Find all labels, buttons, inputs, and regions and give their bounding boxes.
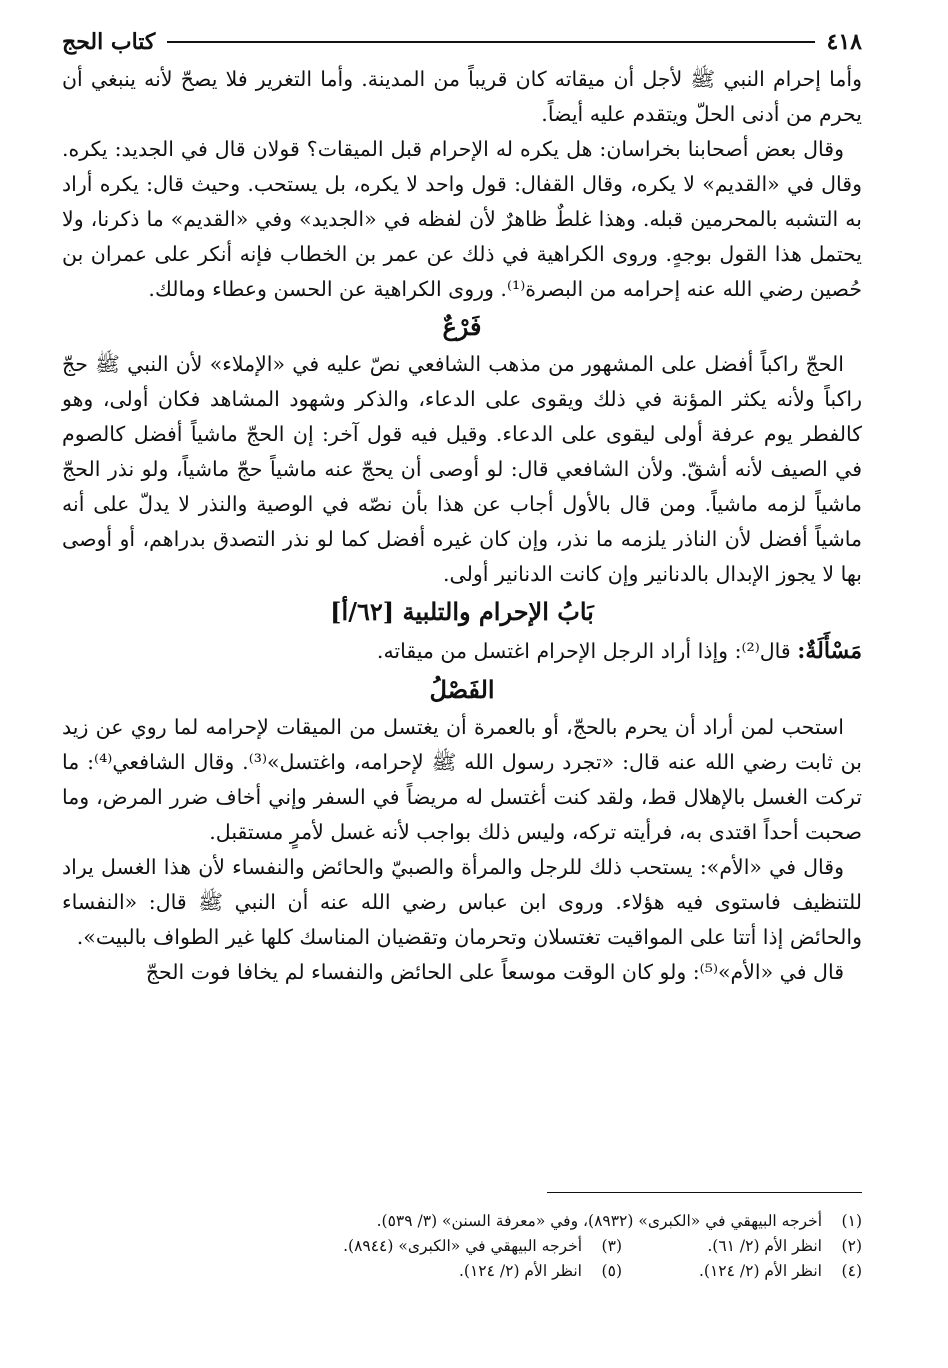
footnote-text: أخرجه البيهقي في «الكبرى» (٨٩٣٢)، وفي «معرفة السنن» (٣/ ٥٣٩). <box>376 1212 822 1230</box>
paragraph-5: وقال في «الأم»: يستحب ذلك للرجل والمرأة والصبيّ والحائض والنفساء لأن هذا الغسل يراد للتنظيف فاستوى فيه هؤلاء. وروى ابن عباس رضي الله عنه أن النبي ﷺ قال: «النفساء والحائض إذا أتتا على المواقيت تغتسلان وتحرمان وتقضيان المناسك كلها غير الطواف بالبيت». <box>62 855 862 949</box>
footnote-1 <box>377 1209 862 1234</box>
footnote-5 <box>459 1259 622 1284</box>
paragraph-4: استحب لمن أراد أن يحرم بالحجّ، أو بالعمرة أن يغتسل من الميقات لإحرامه لما روي عن زيد بن ثابت رضي الله عنه قال: «تجرد رسول الله ﷺ لإحرامه، واغتسل»⁽³⁾. وقال الشافعي⁽⁴⁾: ما تركت الغسل بالإهلال قط، ولقد كنت أغتسل له مريضاً في السفر وإني أخاف ضرر المرض، وما صحبت أحداً اقتدى به، فرأيته تركه، وليس ذلك بواجب لأنه غسل لأمرٍ مستقبل. <box>62 715 862 844</box>
heading-bab: بَابُ الإحرام والتلبية [٦٢/أ] <box>330 597 594 626</box>
footnote-number: (٣) <box>601 1237 622 1255</box>
footnote-number: (٥) <box>601 1262 622 1280</box>
footnote-text: انظر الأم (٢/ ٦١). <box>707 1237 822 1255</box>
book-title: كتاب الحج <box>62 29 156 55</box>
footnote-text: أخرجه البيهقي في «الكبرى» (٨٩٤٤). <box>343 1237 582 1255</box>
footnote-3 <box>343 1234 622 1259</box>
heading-far: فَرْعٌ <box>442 312 482 341</box>
footnote-2 <box>622 1234 862 1259</box>
footnote-text: انظر الأم (٢/ ١٢٤). <box>699 1262 822 1280</box>
footnotes <box>62 1192 862 1284</box>
heading-fasl: الفَصْلُ <box>429 675 495 704</box>
book-page <box>62 22 862 1342</box>
footnote-number: (٢) <box>841 1237 862 1255</box>
paragraph-2: وقال بعض أصحابنا بخراسان: هل يكره له الإحرام قبل الميقات؟ قولان قال في الجديد: يكره. وقال في «القديم» لا يكره، وقال القفال: قول واحد لا يكره، بل يستحب. وحيث قال: يكره أراد به التشبه بالمحرمين قبله. وهذا غلطٌ ظاهرٌ لأن لفظه في «الجديد» وفي «القديم» ما ذكرنا، ولا يحتمل هذا القول بوجهٍ. وروى الكراهية في ذلك عن عمر بن الخطاب فإنه أنكر على عمران بن حُصين رضي الله عنه إحرامه من البصرة⁽¹⁾. وروى الكراهية عن الحسن وعطاء ومالك. <box>62 137 862 301</box>
footnote-row <box>62 1234 862 1259</box>
footnote-rule <box>547 1192 862 1193</box>
footnote-row <box>62 1259 862 1284</box>
paragraph-1: وأما إحرام النبي ﷺ لأجل أن ميقاته كان قريباً من المدينة. وأما التغرير فلا يصحّ لأنه ينبغي أن يحرم من أدنى الحلّ ويتقدم عليه أيضاً. <box>62 67 862 126</box>
footnote-row <box>62 1209 862 1234</box>
footnote-4 <box>622 1259 862 1284</box>
footnote-number: (١) <box>841 1212 862 1230</box>
header-rule <box>167 41 814 43</box>
masala-label: مَسْأَلَةٌ: <box>797 638 862 664</box>
footnote-number: (٤) <box>841 1262 862 1280</box>
masala-line <box>62 632 862 670</box>
page-number: ٤١٨ <box>826 29 862 55</box>
footnote-text: انظر الأم (٢/ ١٢٤). <box>459 1262 582 1280</box>
paragraph-6: قال في «الأم»⁽⁵⁾: ولو كان الوقت موسعاً على الحائض والنفساء لم يخافا فوت الحجّ <box>145 960 844 984</box>
page-header <box>62 22 862 62</box>
paragraph-3: الحجّ راكباً أفضل على المشهور من مذهب الشافعي نصّ عليه في «الإملاء» لأن النبي ﷺ حجّ راكباً ولأنه يكثر المؤنة في ذلك ويقوى على الدعاء، والذكر وشهود المشاهد فكان أولى، وهو كالفطر يوم عرفة أولى ليقوى على الدعاء. وقيل فيه قول آخر: إن الحجّ ماشياً أفضل كالصوم في الصيف لأنه أشقّ. ولأن الشافعي قال: لو أوصى أن يحجّ عنه ماشياً حجّ ماشياً، ولو نذر الحجّ ماشياً لزمه ماشياً. ومن قال بالأول أجاب عن هذا بأن نصّه في الوصية والنذر لا يدلّ على أنه ماشياً أفضل لأن الناذر يلزمه ما نذر، وإن كان غيره أفضل كما لو نذر التصدق بدراهم، أو أوصى بها لا يجوز الإبدال بالدنانير وإن كانت الدنانير أولى. <box>62 352 862 586</box>
masala-text: قال⁽²⁾: وإذا أراد الرجل الإحرام اغتسل من ميقاته. <box>376 639 791 663</box>
